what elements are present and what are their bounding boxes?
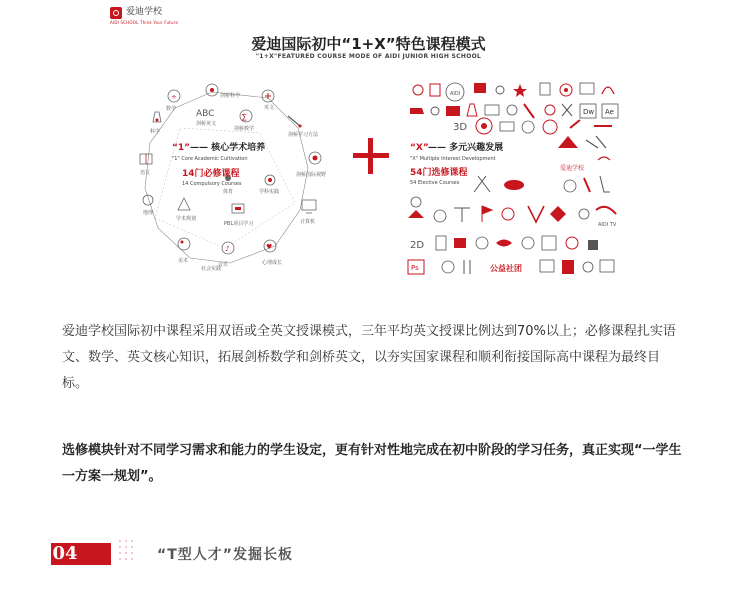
volleyball-icon [522,121,534,133]
elective-badge: “X” [410,143,429,153]
kite-icon [550,206,566,222]
svg-text:♥: ♥ [266,243,273,251]
logo-mark-icon [110,7,122,19]
pen-icon [288,116,302,128]
subject-label: 数学 [166,106,177,112]
core-badge: “1” [172,143,191,153]
2d-label: 2D [410,240,425,251]
aidi-tv-label: AIDI TV [598,222,617,228]
school-mark-label: 爱迪学校 [560,165,585,172]
chart-icon [600,260,614,272]
subject-label: 心理成长 [262,260,283,266]
headphones-icon [602,87,614,94]
game-icon [413,85,423,95]
smile-icon [502,208,514,220]
lab-icon [153,112,161,122]
english-icon [262,90,274,102]
project-icon [232,204,244,213]
subject-label: 学术规划 [176,216,197,222]
planning-icon [178,198,190,210]
abc-label: ABC [196,109,215,119]
section-title: “T型人才”发掘长板 [157,547,293,563]
page-title: 爱迪国际初中“1+X”特色课程模式 [251,35,486,53]
elective-count-en: 54 Elective Courses [410,180,460,186]
shoes-icon [586,136,606,148]
elective-paragraph: 选修模块针对不同学习需求和能力的学生设定，更有针对性地完成在初中阶段的学习任务，真正实现“一学生一方案一规划”。 [62,443,682,484]
svg-text:∑: ∑ [242,113,247,121]
core-course-ring [140,84,326,272]
music-icon [222,242,234,254]
svg-text:AIDI: AIDI [450,91,461,97]
paint-icon [454,238,466,248]
subject-label: 剑桥数学 [234,126,255,132]
elective-icon-grid [408,83,618,274]
doc-icon [562,260,574,274]
section-number: 04 [52,543,78,564]
logo-text: 爱迪学校 [126,7,163,17]
violin-icon [524,104,534,118]
subject-label: 英文 [264,105,275,111]
decorative-dots [117,538,137,562]
laptop-icon [500,122,514,131]
subject-label: 计算机 [300,219,316,225]
tennis-icon [579,209,589,219]
photo-icon [580,83,594,94]
elective-count: 54门选修课程 [410,168,468,178]
shoe-icon [410,108,424,114]
plus-icon [353,138,389,174]
book-icon [430,84,440,96]
math-icon [168,90,180,102]
scale-icon [454,208,470,222]
svg-text:÷: ÷ [171,93,177,101]
dw-label: Dw [583,108,595,116]
pie-icon [522,237,534,249]
calendar-icon [474,83,486,93]
intro-paragraph: 爱迪学校国际初中课程采用双语或全英文授课模式，三年平均英文授课比例达到70%以上；必修课程扎实语文、数学、英文核心知识，拓展剑桥数学和剑桥英文，以夯实国家课程和顺利衔接国际高中课程为最终目标。 [62,324,676,391]
soccer-icon [476,237,488,249]
drums-icon [504,180,524,190]
core-count-en: 14 Compulsory Courses [182,181,242,187]
subject-label: 音乐 [218,262,229,268]
sticks-icon [474,176,490,192]
basketball-icon [543,120,557,134]
mic-icon [496,86,504,94]
fish-icon [496,240,512,247]
ps-label: Ps [411,264,419,272]
subject-label: 剑桥国际视野 [296,172,327,178]
flask-icon [467,104,477,116]
clapper-icon [542,236,556,250]
logo-subtext: AIDI SCHOOL Think Your Future [110,20,179,25]
elective-title: —— 多元兴趣发展 [428,143,504,153]
tools-icon [562,104,572,116]
subject-label: 体育 [223,189,234,195]
pingpong-icon [570,120,580,128]
ribbon-icon [528,206,544,222]
chef-icon [564,180,576,192]
flag-icon [482,206,492,222]
cambridge-math-icon [240,110,252,122]
tablet-icon [436,236,446,250]
subject-label: 剑桥英文 [196,121,217,127]
svg-text:♪: ♪ [225,245,230,253]
music-note-icon [540,83,550,95]
eye-icon [583,262,593,272]
ball-icon [507,105,517,115]
3d-label: 3D [453,122,468,133]
core-title: —— 核心学术培养 [190,143,266,153]
charity-label: 公益社团 [490,264,522,273]
clock-icon [545,105,555,115]
fox-icon [408,210,424,218]
science-icon [206,84,218,96]
id-card-icon [446,106,460,116]
globe-icon [309,152,321,164]
basketball-2-icon [434,210,446,222]
slide-icon [540,260,554,272]
mountain-icon [558,136,578,148]
subject-label: 剑桥学习方法 [288,132,319,138]
core-count: 14门必修课程 [182,169,240,179]
ae-label: Ae [605,108,614,116]
computer-icon [302,200,316,213]
school-logo [110,6,162,19]
core-subtitle: "1" Core Academic Cultivation [172,156,248,162]
book-icon [140,154,152,164]
guitar-icon [584,178,590,192]
elective-subtitle: "X" Multiple Interest Development [410,156,496,162]
palette-icon [178,238,190,250]
subject-label: 剑桥科学 [220,93,241,99]
page-subtitle: "1+X"FEATURED COURSE MODE OF AIDI JUNIOR HIGH SCHOOL [255,53,482,60]
dragon-icon [596,207,616,214]
practice-icon [265,175,275,185]
bell-icon [411,197,421,207]
hockey-icon [600,176,610,192]
subject-label: 美术 [178,258,189,264]
camera-icon [431,107,439,115]
lock-icon [588,240,598,250]
star-icon [513,84,527,97]
subject-label: 社会实践 [201,266,222,272]
subject-label: 学科实践 [259,189,280,195]
bird-icon [598,157,610,160]
subject-label: 地理 [143,210,154,216]
subject-label: 语文 [140,170,151,176]
tv-icon [485,105,499,115]
coin-icon [442,261,454,273]
cutlery-icon [464,260,470,274]
earth-icon [566,237,578,249]
subject-label: 科学 [150,129,161,135]
course-diagram [110,68,630,283]
subject-label: PBL项目学习 [224,221,254,227]
